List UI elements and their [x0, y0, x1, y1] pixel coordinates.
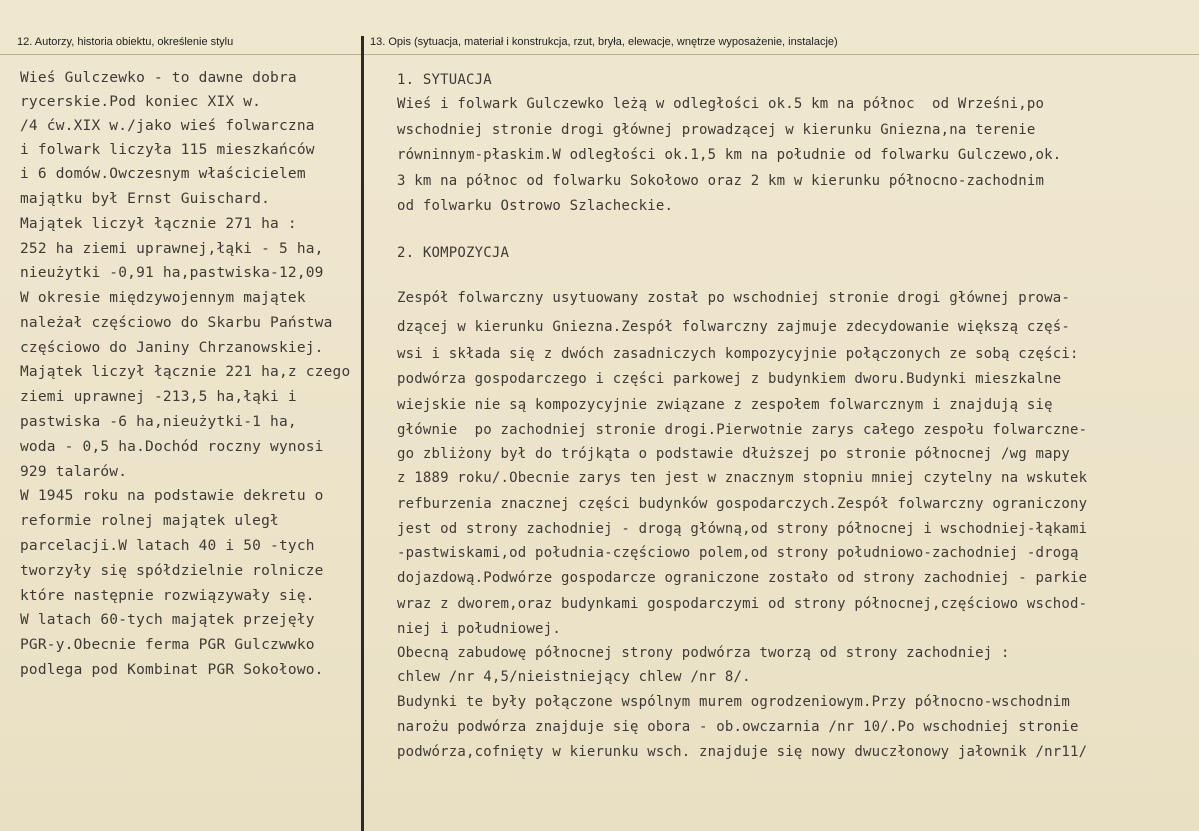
history-line: majątku był Ernst Guischard.: [20, 191, 271, 207]
header-rule: [0, 54, 1199, 55]
history-line: Wieś Gulczewko - to dawne dobra: [20, 70, 297, 86]
description-line: -pastwiskami,od południa-częściowo polem,od strony południowo-zachodniej -drogą: [397, 545, 1079, 561]
history-line: woda - 0,5 ha.Dochód roczny wynosi: [20, 439, 324, 455]
description-line: Wieś i folwark Gulczewko leżą w odległości ok.5 km na północ od Wrześni,po: [397, 96, 1045, 112]
history-line: nieużytki -0,91 ha,pastwiska-12,09: [20, 265, 324, 281]
history-line: W okresie międzywojennym majątek: [20, 290, 306, 306]
history-line: 929 talarów.: [20, 464, 128, 480]
history-line: i folwark liczyła 115 mieszkańców: [20, 142, 315, 158]
history-line: parcelacji.W latach 40 i 50 -tych: [20, 538, 315, 554]
history-line: reformie rolnej majątek uległ: [20, 513, 279, 529]
history-line: /4 ćw.XIX w./jako wieś folwarczna: [20, 118, 315, 134]
description-line: niej i południowej.: [397, 621, 561, 637]
column-divider: [361, 36, 364, 831]
history-line: rycerskie.Pod koniec XIX w.: [20, 94, 262, 110]
history-line: Majątek liczył łącznie 221 ha,z czego: [20, 364, 351, 380]
history-line: podlega pod Kombinat PGR Sokołowo.: [20, 662, 324, 678]
description-line: refburzenia znacznej części budynków gospodarczych.Zespół folwarczny ograniczony: [397, 496, 1088, 512]
description-line: podwórza gospodarczego i części parkowej z budynkiem dworu.Budynki mieszkalne: [397, 371, 1062, 387]
description-line: dojazdową.Podwórze gospodarcze ograniczone zostało od strony zachodniej - parkie: [397, 570, 1088, 586]
history-line: pastwiska -6 ha,nieużytki-1 ha,: [20, 414, 297, 430]
description-line: Budynki te były połączone wspólnym murem ogrodzeniowym.Przy północno-wschodnim: [397, 694, 1071, 710]
history-line: Majątek liczył łącznie 271 ha :: [20, 216, 297, 232]
history-line: i 6 domów.Owczesnym właścicielem: [20, 166, 306, 182]
history-line: 252 ha ziemi uprawnej,łąki - 5 ha,: [20, 241, 324, 257]
section-12-header: 12. Autorzy, historia obiektu, określenie stylu: [17, 36, 234, 48]
description-line: z 1889 roku/.Obecnie zarys ten jest w znacznym stopniu mniej czytelny na wskutek: [397, 470, 1088, 486]
description-line: równinnym-płaskim.W odległości ok.1,5 km na południe od folwarku Gulczewo,ok.: [397, 147, 1062, 163]
history-line: które następnie rozwiązywały się.: [20, 588, 315, 604]
history-line: PGR-y.Obecnie ferma PGR Gulczwwko: [20, 637, 315, 653]
history-line: tworzyły się spółdzielnie rolnicze: [20, 563, 324, 579]
description-line: wschodniej stronie drogi głównej prowadzącej w kierunku Gniezna,na terenie: [397, 122, 1036, 138]
description-line: Obecną zabudowę północnej strony podwórza tworzą od strony zachodniej :: [397, 645, 1010, 661]
description-line: go zbliżony był do trójkąta o podstawie dłuższej po stronie północnej /wg mapy: [397, 446, 1071, 462]
description-line: dzącej w kierunku Gniezna.Zespół folwarczny zajmuje zdecydowanie większą częś-: [397, 319, 1071, 335]
description-line: wsi i składa się z dwóch zasadniczych kompozycyjnie połączonych ze sobą części:: [397, 346, 1079, 362]
description-line: podwórza,cofnięty w kierunku wsch. znajduje się nowy dwuczłonowy jałownik /nr11/: [397, 744, 1088, 760]
history-line: W 1945 roku na podstawie dekretu o: [20, 488, 324, 504]
history-line: częściowo do Janiny Chrzanowskiej.: [20, 340, 324, 356]
section-heading-sytuacja: 1. SYTUACJA: [397, 72, 492, 88]
history-line: ziemi uprawnej -213,5 ha,łąki i: [20, 389, 297, 405]
description-line: Zespół folwarczny usytuowany został po wschodniej stronie drogi głównej prowa-: [397, 290, 1071, 306]
description-line: wiejskie nie są kompozycyjnie związane z zespołem folwarcznym i znajdują się: [397, 397, 1053, 413]
description-line: od folwarku Ostrowo Szlacheckie.: [397, 198, 674, 214]
description-line: narożu podwórza znajduje się obora - ob.owczarnia /nr 10/.Po wschodniej stronie: [397, 719, 1079, 735]
description-line: chlew /nr 4,5/nieistniejący chlew /nr 8/.: [397, 669, 751, 685]
history-line: W latach 60-tych majątek przejęły: [20, 612, 315, 628]
description-line: wraz z dworem,oraz budynkami gospodarczymi od strony północnej,częściowo wschod-: [397, 596, 1088, 612]
section-13-header: 13. Opis (sytuacja, materiał i konstrukcja, rzut, bryła, elewacje, wnętrze wyposażenie, instalacje): [370, 36, 838, 48]
section-heading-kompozycja: 2. KOMPOZYCJA: [397, 245, 510, 261]
description-line: jest od strony zachodniej - drogą główną,od strony północnej i wschodniej-łąkami: [397, 521, 1088, 537]
description-line: głównie po zachodniej stronie drogi.Pierwotnie zarys całego zespołu folwarczne-: [397, 422, 1088, 438]
description-line: 3 km na północ od folwarku Sokołowo oraz 2 km w kierunku północno-zachodnim: [397, 173, 1045, 189]
history-line: należał częściowo do Skarbu Państwa: [20, 315, 333, 331]
